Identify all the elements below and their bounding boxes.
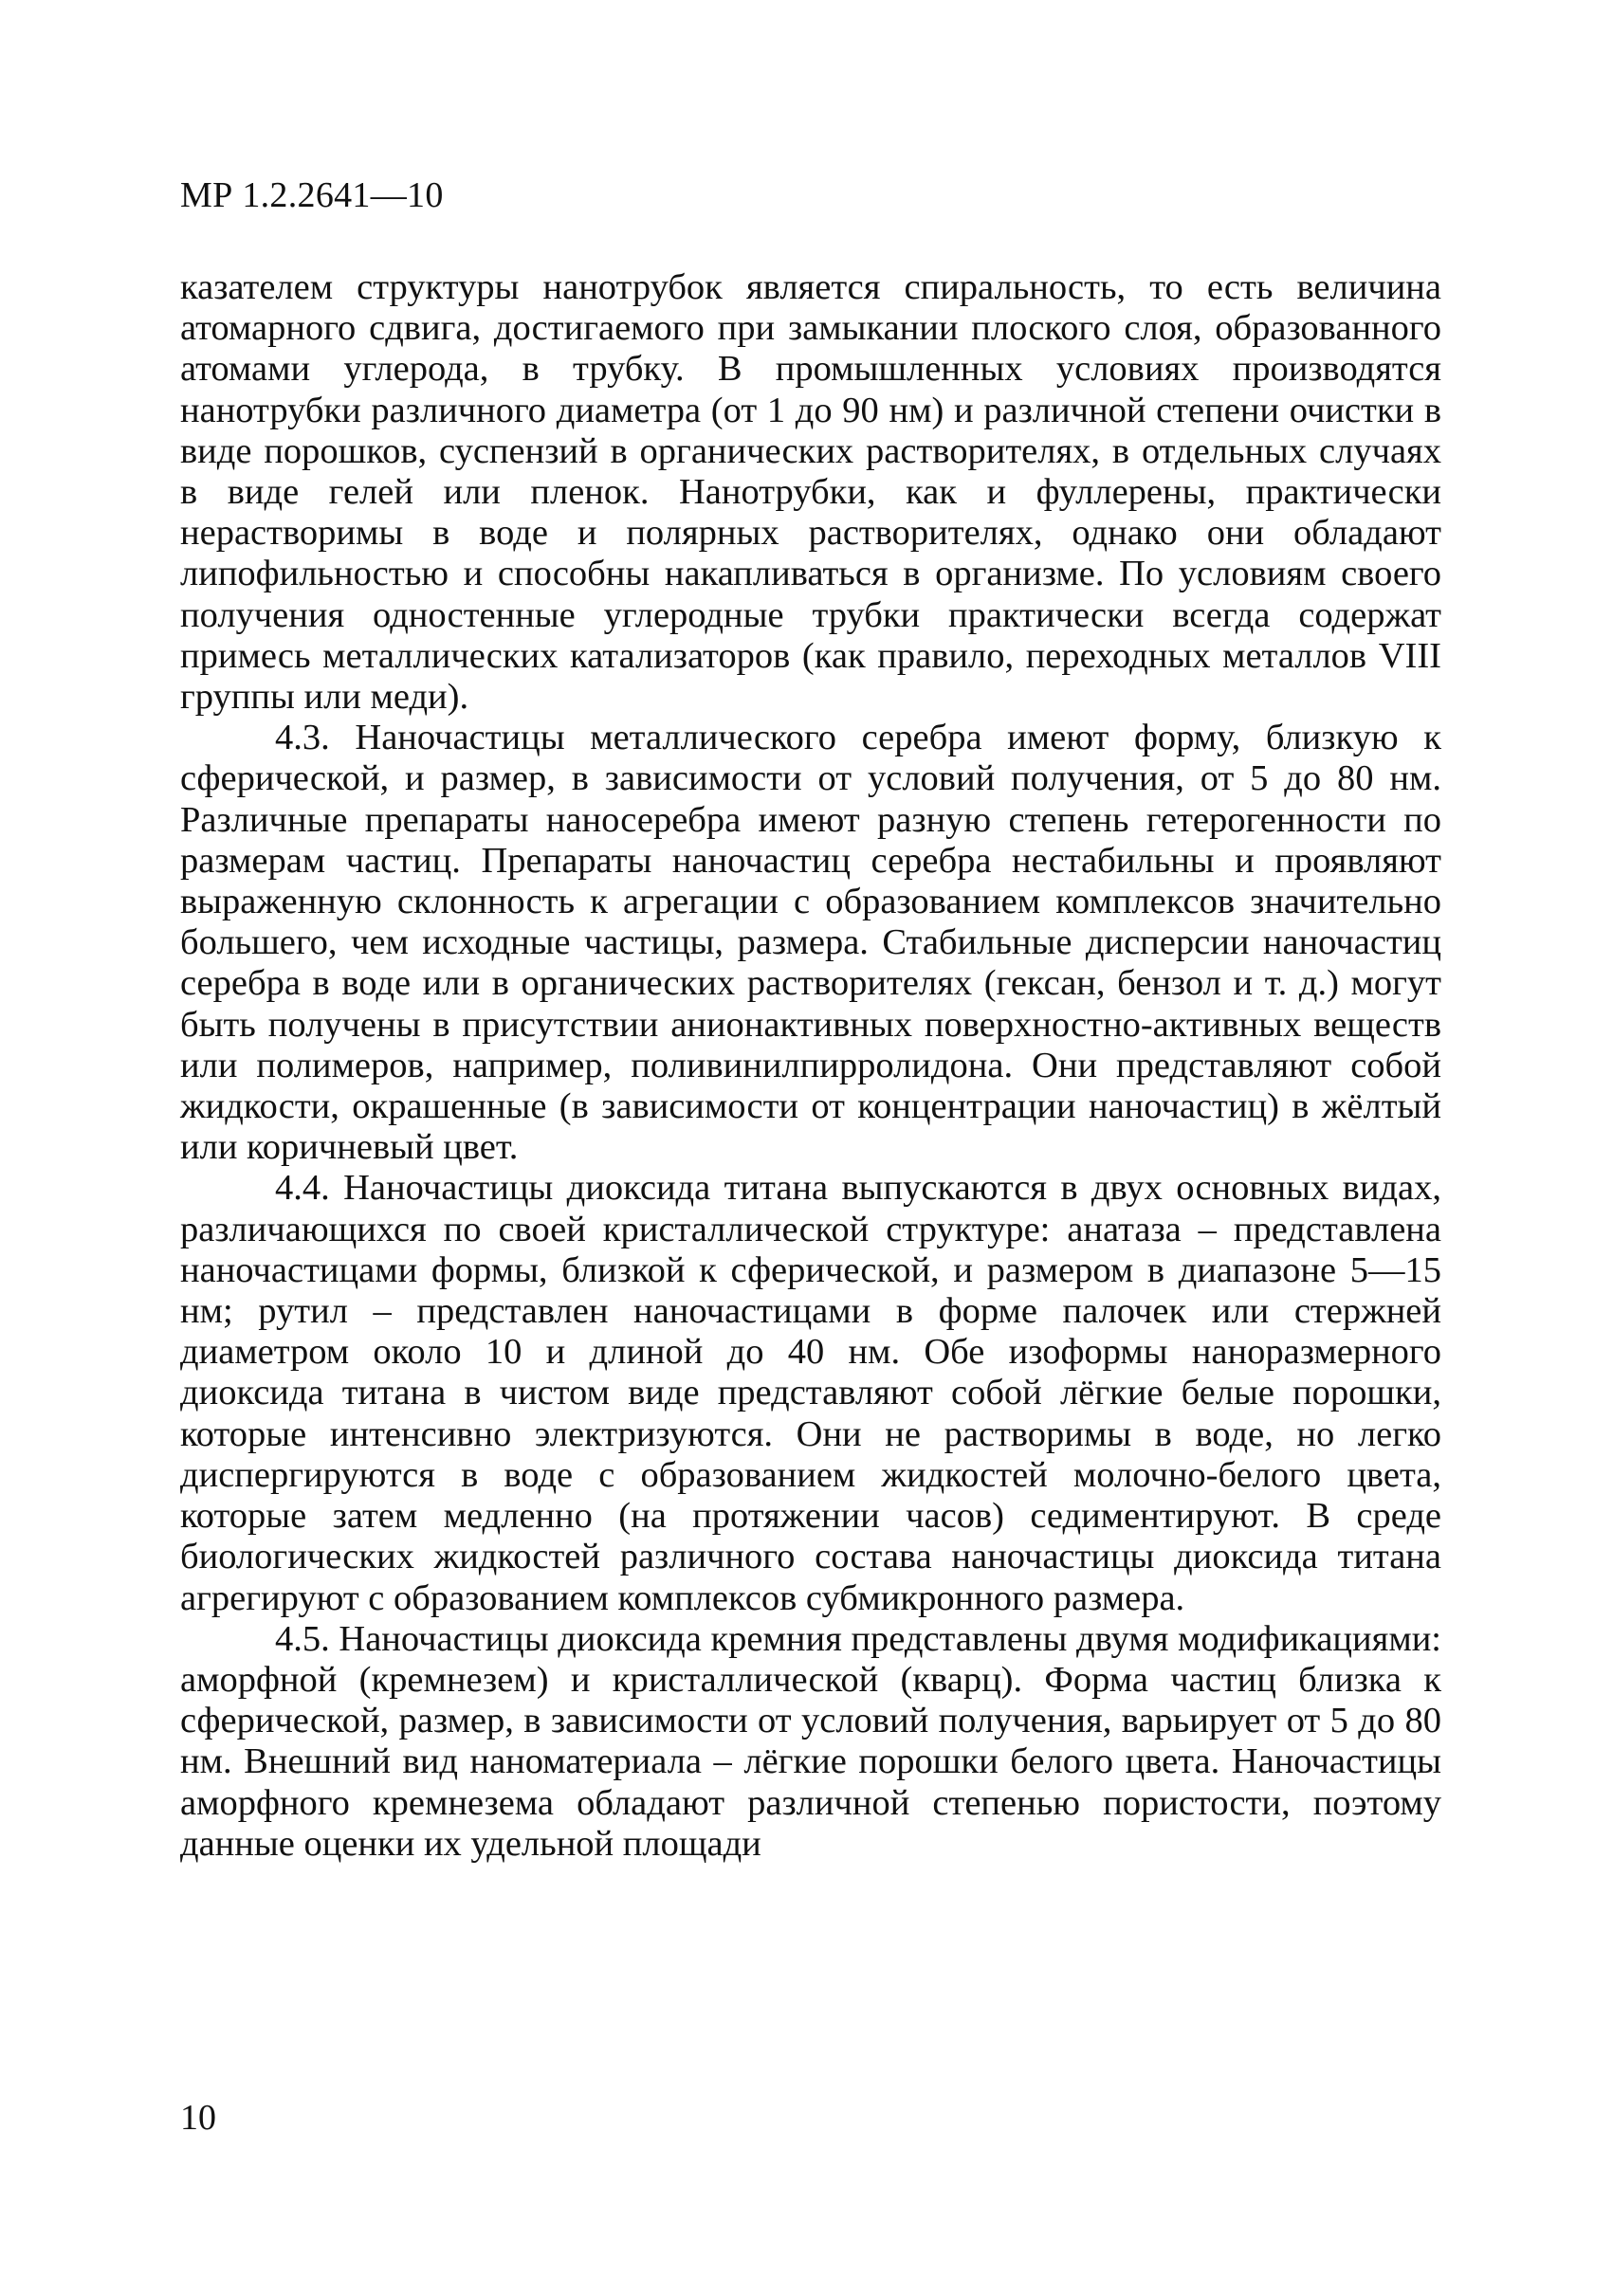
document-header: МР 1.2.2641—10 [180,175,444,215]
page-number: 10 [180,2098,216,2138]
paragraph-4-3: 4.3. Наночастицы металлического серебра имеют форму, близкую к сферической, и размер, в зависимости от условий получения, от 5 до 80 нм. Различные препараты наносеребра имеют разную степень гетерогенности по размерам частиц. Препараты наночастиц серебра нестабильны и проявляют выраженную склонность к агрегации с образованием комплексов значительно большего, чем исходные частицы, размера. Стабильные дисперсии наночастиц серебра в воде или в органических растворителях (гексан, бензол и т. д.) могут быть получены в присутствии анионактивных поверхностно-активных веществ или полимеров, например, поливинилпирролидона. Они представляют собой жидкости, окрашенные (в зависимости от концентрации наночастиц) в жёлтый или коричневый цвет. [180,718,1441,1168]
paragraph-continuation: казателем структуры нанотрубок является спиральность, то есть величина атомарного сдвига, достигаемого при замыкании плоского слоя, образованного атомами углерода, в трубку. В промышленных условиях производятся нанотрубки различного диаметра (от 1 до 90 нм) и различной степени очистки в виде порошков, суспензий в органических растворителях, в отдельных случаях в виде гелей или пленок. Нанотрубки, как и фуллерены, практически нерастворимы в воде и полярных растворителях, однако они обладают липофильностью и способны накапливаться в организме. По условиям своего получения одностенные углеродные трубки практически всегда содержат примесь металлических катализаторов (как правило, переходных металлов VIII группы или меди). [180,267,1441,718]
paragraph-4-4: 4.4. Наночастицы диоксида титана выпускаются в двух основных видах, различающихся по своей кристаллической структуре: анатаза – представлена наночастицами формы, близкой к сферической, и размером в диапазоне 5—15 нм; рутил – представлен наночастицами в форме палочек или стержней диаметром около 10 и длиной до 40 нм. Обе изоформы наноразмерного диоксида титана в чистом виде представляют собой лёгкие белые порошки, которые интенсивно электризуются. Они не растворимы в воде, но легко диспергируются в воде с образованием жидкостей молочно-белого цвета, которые затем медленно (на протяжении часов) седиментируют. В среде биологических жидкостей различного состава наночастицы диоксида титана агрегируют с образованием комплексов субмикронного размера. [180,1168,1441,1618]
paragraph-4-5: 4.5. Наночастицы диоксида кремния представлены двумя модификациями: аморфной (кремнезем) и кристаллической (кварц). Форма частиц близка к сферической, размер, в зависимости от условий получения, варьирует от 5 до 80 нм. Внешний вид наноматериала – лёгкие порошки белого цвета. Наночастицы аморфного кремнезема обладают различной степенью пористости, поэтому данные оценки их удельной площади [180,1618,1441,1864]
body-text [180,267,1441,1865]
